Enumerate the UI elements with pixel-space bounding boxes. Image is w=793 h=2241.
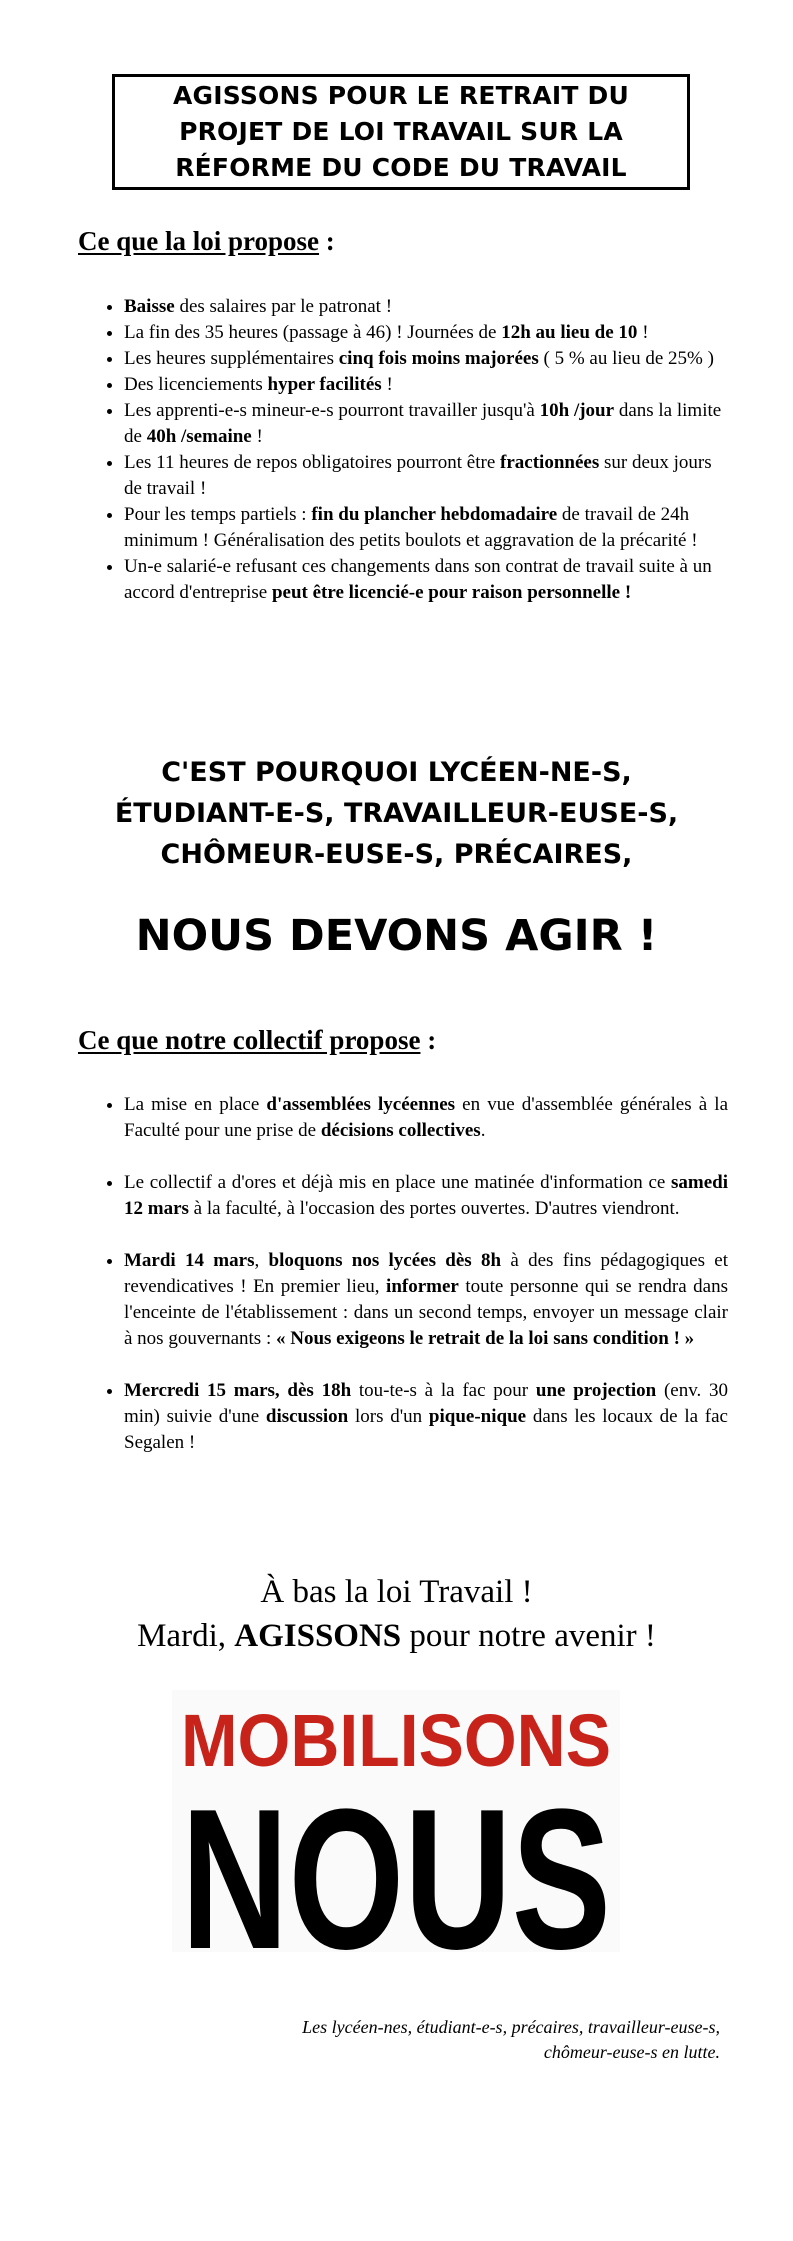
slogan-block (0, 752, 793, 875)
list-item: • Un-e salarié-e refusant ces changements dans son contrat de travail suite à un accord d'entreprise peut être licencié-e pour raison personnelle ! (124, 554, 728, 606)
signature-line-2: chômeur-euse-s en lutte. (543, 2042, 720, 2062)
collective-proposals-list (88, 1092, 728, 1482)
list-item: • Pour les temps partiels : fin du plancher hebdomadaire de travail de 24h minimum ! Généralisation des petits boulots et aggravation de la précarité ! (124, 502, 728, 554)
closing-line-2: Mardi, AGISSONS pour notre avenir ! (137, 1618, 656, 1654)
poster-graphic (172, 1690, 620, 1991)
list-item: • La mise en place d'assemblées lycéennes en vue d'assemblée générales à la Faculté pour une prise de décisions collectives. (124, 1092, 728, 1144)
list-item: • Les apprenti-e-s mineur-e-s pourront travailler jusqu'à 10h /jour dans la limite de 40h /semaine ! (124, 398, 728, 450)
section-heading-suffix: : (319, 226, 335, 256)
list-item: • Les heures supplémentaires cinq fois moins majorées ( 5 % au lieu de 25% ) (124, 346, 728, 372)
slogan-line-2: ÉTUDIANT-E-S, TRAVAILLEUR-EUSE-S, (114, 798, 679, 829)
list-item: • Baisse des salaires par le patronat ! (124, 294, 728, 320)
list-item: • Mercredi 15 mars, dès 18h tou-te-s à la fac pour une projection (env. 30 min) suivie d'une discussion lors d'un pique-nique dans les locaux de la fac Segalen ! (124, 1378, 728, 1456)
list-item: • La fin des 35 heures (passage à 46) ! Journées de 12h au lieu de 10 ! (124, 320, 728, 346)
section-heading-suffix: : (420, 1025, 437, 1055)
closing-bold: AGISSONS (234, 1618, 402, 1654)
list-item: • Le collectif a d'ores et déjà mis en place une matinée d'information ce samedi 12 mars à la faculté, à l'occasion des portes ouvertes. D'autres viendront. (124, 1170, 728, 1222)
slogan-line-3: CHÔMEUR-EUSE-S, PRÉCAIRES, (160, 839, 633, 870)
section-heading-law-proposes (78, 226, 335, 257)
document-title (173, 78, 629, 186)
signature (200, 2015, 720, 2065)
title-line-3: RÉFORME DU CODE DU TRAVAIL (175, 153, 627, 182)
law-proposals-list (88, 294, 728, 606)
poster-word-nous: NOUS (181, 1768, 611, 1991)
list-item: • Mardi 14 mars, bloquons nos lycées dès 8h à des fins pédagogiques et revendicatives ! En premier lieu, informer toute personne qui se rendra dans l'enceinte de l'établissement : dans un second temps, envoyer un message clair à nos gouvernants : « Nous exigeons le retrait de la loi sans condition ! » (124, 1248, 728, 1352)
slogan-big: NOUS DEVONS AGIR ! (135, 911, 658, 961)
slogan-line-1: C'EST POURQUOI LYCÉEN-NE-S, (161, 757, 632, 788)
title-line-1: AGISSONS POUR LE RETRAIT DU (173, 81, 629, 110)
title-line-2: PROJET DE LOI TRAVAIL SUR LA (179, 117, 623, 146)
section-heading-text: Ce que la loi propose (78, 226, 320, 256)
poster-word-mobilisons: MOBILISONS (181, 1699, 611, 1782)
closing-block (0, 1570, 793, 1658)
closing-line-1: À bas la loi Travail ! (260, 1574, 533, 1610)
mobilisons-nous-poster (172, 1690, 620, 1991)
list-item: • Des licenciements hyper facilités ! (124, 372, 728, 398)
section-heading-text: Ce que notre collectif propose (78, 1025, 421, 1055)
signature-line-1: Les lycéen-nes, étudiant-e-s, précaires, travailleur-euse-s, (302, 2017, 720, 2037)
title-box (112, 74, 690, 190)
list-item: • Les 11 heures de repos obligatoires pourront être fractionnées sur deux jours de travail ! (124, 450, 728, 502)
section-heading-collective-proposes (78, 1025, 436, 1056)
